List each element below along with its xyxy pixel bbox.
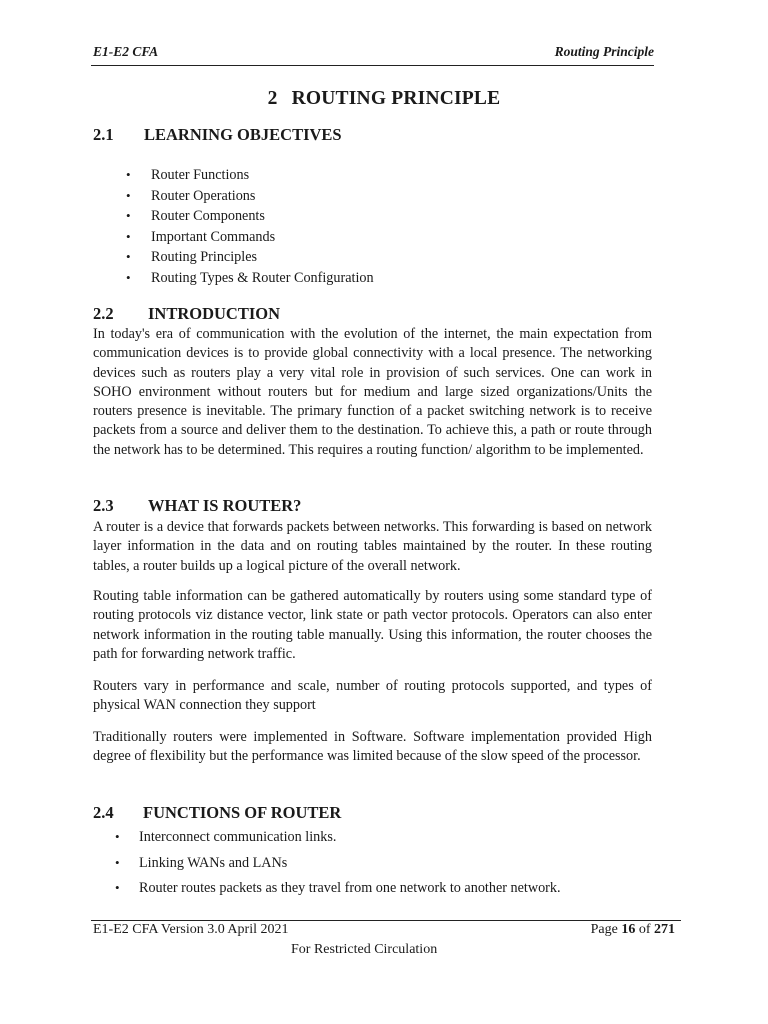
section-heading-functions-of-router xyxy=(93,803,342,823)
list-item xyxy=(115,880,561,906)
bullet: • xyxy=(115,854,120,870)
bullet: • xyxy=(115,829,120,844)
bullet: • xyxy=(126,187,131,203)
footer-circulation: For Restricted Circulation xyxy=(291,942,438,957)
section-title: WHAT IS ROUTER? xyxy=(148,496,302,515)
list-item xyxy=(115,855,561,881)
objectives-list xyxy=(126,167,374,290)
page-label: Page xyxy=(590,922,618,937)
section-heading-learning-objectives xyxy=(93,125,342,145)
bullet: • xyxy=(115,880,120,895)
bullet: • xyxy=(126,269,131,285)
list-item xyxy=(115,829,561,855)
list-item xyxy=(126,249,374,270)
list-item xyxy=(126,167,374,188)
section-heading-introduction xyxy=(93,304,281,324)
section-number: 2.4 xyxy=(93,803,114,822)
section-title: INTRODUCTION xyxy=(148,304,281,323)
router-software-paragraph: Traditionally routers were implemented in Software. Software implementation provided High degree of flexibility but the performance was limited because of the slow speed of the processor. xyxy=(93,729,652,765)
list-item-text: Routing Principles xyxy=(151,249,258,265)
list-item-text: Router Functions xyxy=(151,167,250,183)
list-item xyxy=(126,208,374,229)
router-definition-paragraph: A router is a device that forwards packets between networks. This forwarding is based on network layer information in the data and on routing tables maintained by the router. In these routing tables, a router builds up a logical picture of the overall network. xyxy=(93,519,652,574)
chapter-title-text: ROUTING PRINCIPLE xyxy=(291,88,501,109)
introduction-paragraph: In today's era of communication with the evolution of the internet, the main expectation from communication devices is to provide global connectivity with a local presence. The networking devices such as routers play a very vital role in provision of such services. One can work in SOHO environment without routers but for medium and large sized organizations/Units the routers presence is inevitable. The primary function of a packet switching network is to receive packets from a source and deliver them to the destination. To achieve this, a path or route through the network has to be determined. This requires a routing function/ algorithm to be implemented. xyxy=(93,326,652,458)
running-header xyxy=(93,44,654,62)
page-of: of xyxy=(638,922,651,937)
functions-list xyxy=(115,829,561,906)
bullet: • xyxy=(126,228,131,244)
section-number: 2.2 xyxy=(93,304,114,323)
section-title: FUNCTIONS OF ROUTER xyxy=(143,803,342,822)
footer-divider xyxy=(91,920,681,921)
section-heading-what-is-router xyxy=(93,496,302,516)
list-item-text: Important Commands xyxy=(151,228,276,245)
list-item-text: Router routes packets as they travel from one network to another network. xyxy=(139,880,561,896)
page-number xyxy=(591,922,675,938)
section-number: 2.1 xyxy=(93,125,114,144)
page-total: 271 xyxy=(654,922,675,937)
bullet: • xyxy=(126,249,131,264)
page-current: 16 xyxy=(621,922,636,937)
router-performance-paragraph: Routers vary in performance and scale, number of routing protocols supported, and types of physical WAN connection they support xyxy=(93,678,652,714)
list-item-text: Interconnect communication links. xyxy=(139,829,337,845)
list-item xyxy=(126,270,374,291)
header-doc-title: E1-E2 CFA xyxy=(93,44,159,59)
bullet: • xyxy=(126,208,131,223)
routing-table-paragraph: Routing table information can be gathered automatically by routers using some standard type of routing protocols viz distance vector, link state or path vector protocols. Operators can also enter network information in the routing table manually. Using this information, the router chooses the path for forwarding network traffic. xyxy=(93,588,652,662)
list-item-text: Router Operations xyxy=(151,187,256,204)
footer-version: E1-E2 CFA Version 3.0 April 2021 xyxy=(93,922,289,937)
list-item-text: Routing Types & Router Configuration xyxy=(151,269,374,286)
bullet: • xyxy=(126,167,131,182)
chapter-title xyxy=(0,88,768,110)
list-item xyxy=(126,229,374,250)
section-number: 2.3 xyxy=(93,496,114,515)
list-item xyxy=(126,188,374,209)
list-item-text: Router Components xyxy=(151,208,265,224)
chapter-number: 2 xyxy=(267,88,278,109)
section-title: LEARNING OBJECTIVES xyxy=(144,125,342,144)
header-chapter-title: Routing Principle xyxy=(554,44,654,59)
list-item-text: Linking WANs and LANs xyxy=(139,854,288,871)
header-divider xyxy=(91,65,654,66)
